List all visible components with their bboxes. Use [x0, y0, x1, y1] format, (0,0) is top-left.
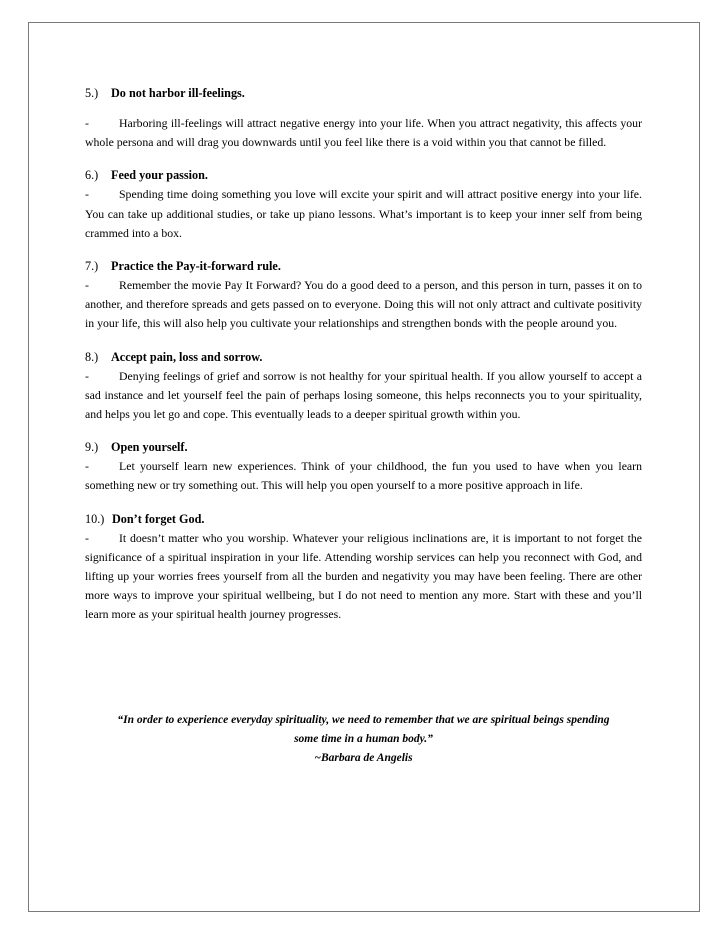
spacer	[85, 424, 642, 438]
section-title: Accept pain, loss and sorrow.	[111, 349, 263, 364]
quote-author: ~Barbara de Angelis	[314, 752, 413, 764]
spacer	[85, 334, 642, 348]
section-text: Remember the movie Pay It Forward? You do a good deed to a person, and this person in turn, passes it on to another, and therefore spreads and gets passed on to everyone. Doing this will not only attract and cultivate positivity in your life, this will also help you cultivate your relationships and strengthen bonds with the people around you.	[85, 278, 642, 331]
bullet-dash: -	[85, 187, 89, 202]
quote-line-1: “In order to experience everyday spirituality, we need to remember that we are spiritual beings spending	[117, 714, 610, 726]
section-body	[85, 114, 642, 152]
section-number: 9.)	[85, 440, 99, 455]
spacer	[85, 243, 642, 257]
section-number: 10.)	[85, 511, 105, 526]
section-title: Open yourself.	[111, 440, 188, 455]
section-number: 7.)	[85, 259, 99, 274]
bullet-dash: -	[85, 278, 89, 293]
quote-line-2: some time in a human body.”	[294, 733, 433, 745]
section-title: Feed your passion.	[111, 168, 208, 183]
spacer	[85, 103, 642, 114]
section-7	[85, 257, 642, 348]
section-body	[85, 276, 642, 334]
section-heading	[85, 438, 642, 457]
section-text: It doesn’t matter who you worship. Whatever your religious inclinations are, it is important to not forget the significance of a spiritual inspiration in your life. Attending worship services can help you reconnect with God, and lifting up your worries frees yourself from all the burden and negativity you may have been feeling. There are other more ways to improve your spiritual wellbeing, but I do not need to mention any more. Start with these and you’ll learn more as your spiritual health journey progresses.	[85, 530, 642, 622]
section-heading	[85, 166, 642, 185]
bullet-dash: -	[85, 530, 89, 545]
section-title: Do not harbor ill-feelings.	[111, 86, 245, 100]
section-8	[85, 348, 642, 439]
closing-quote	[85, 711, 642, 768]
document-body	[85, 84, 642, 625]
section-body	[85, 185, 642, 243]
section-title: Don’t forget God.	[112, 511, 205, 526]
section-number: 8.)	[85, 349, 99, 364]
section-number: 5.)	[85, 86, 99, 100]
bullet-dash: -	[85, 459, 89, 474]
section-text: Harboring ill-feelings will attract negative energy into your life. When you attract negativity, this affects your whole persona and will drag you downwards until you feel like there is a void within you that cannot be filled.	[85, 116, 642, 150]
section-body	[85, 367, 642, 425]
section-heading	[85, 257, 642, 276]
section-heading	[85, 510, 642, 529]
section-heading	[85, 84, 642, 103]
section-text: Denying feelings of grief and sorrow is not healthy for your spiritual health. If you allow yourself to accept a sad instance and let yourself feel the pain of perhaps losing someone, this helps reconnects you to your spirituality, and helps you let go and cope. This eventually leads to a deeper spiritual growth within you.	[85, 368, 642, 422]
bullet-dash: -	[85, 368, 89, 383]
section-9	[85, 438, 642, 509]
section-6	[85, 166, 642, 257]
spacer	[85, 152, 642, 166]
section-text: Let yourself learn new experiences. Think of your childhood, the fun you used to have when you learn something new or try something out. This will help you open yourself to a more positive approach in life.	[85, 459, 642, 493]
section-heading	[85, 348, 642, 367]
section-body	[85, 457, 642, 495]
section-text: Spending time doing something you love will excite your spirit and will attract positive energy into your life. You can take up additional studies, or take up piano lessons. What’s important is to keep your inner self from being crammed into a box.	[85, 187, 642, 240]
section-10	[85, 510, 642, 625]
section-number: 6.)	[85, 168, 99, 183]
bullet-dash: -	[85, 116, 89, 130]
section-title: Practice the Pay-it-forward rule.	[111, 259, 281, 274]
section-body	[85, 529, 642, 625]
spacer	[85, 496, 642, 510]
section-5	[85, 84, 642, 166]
